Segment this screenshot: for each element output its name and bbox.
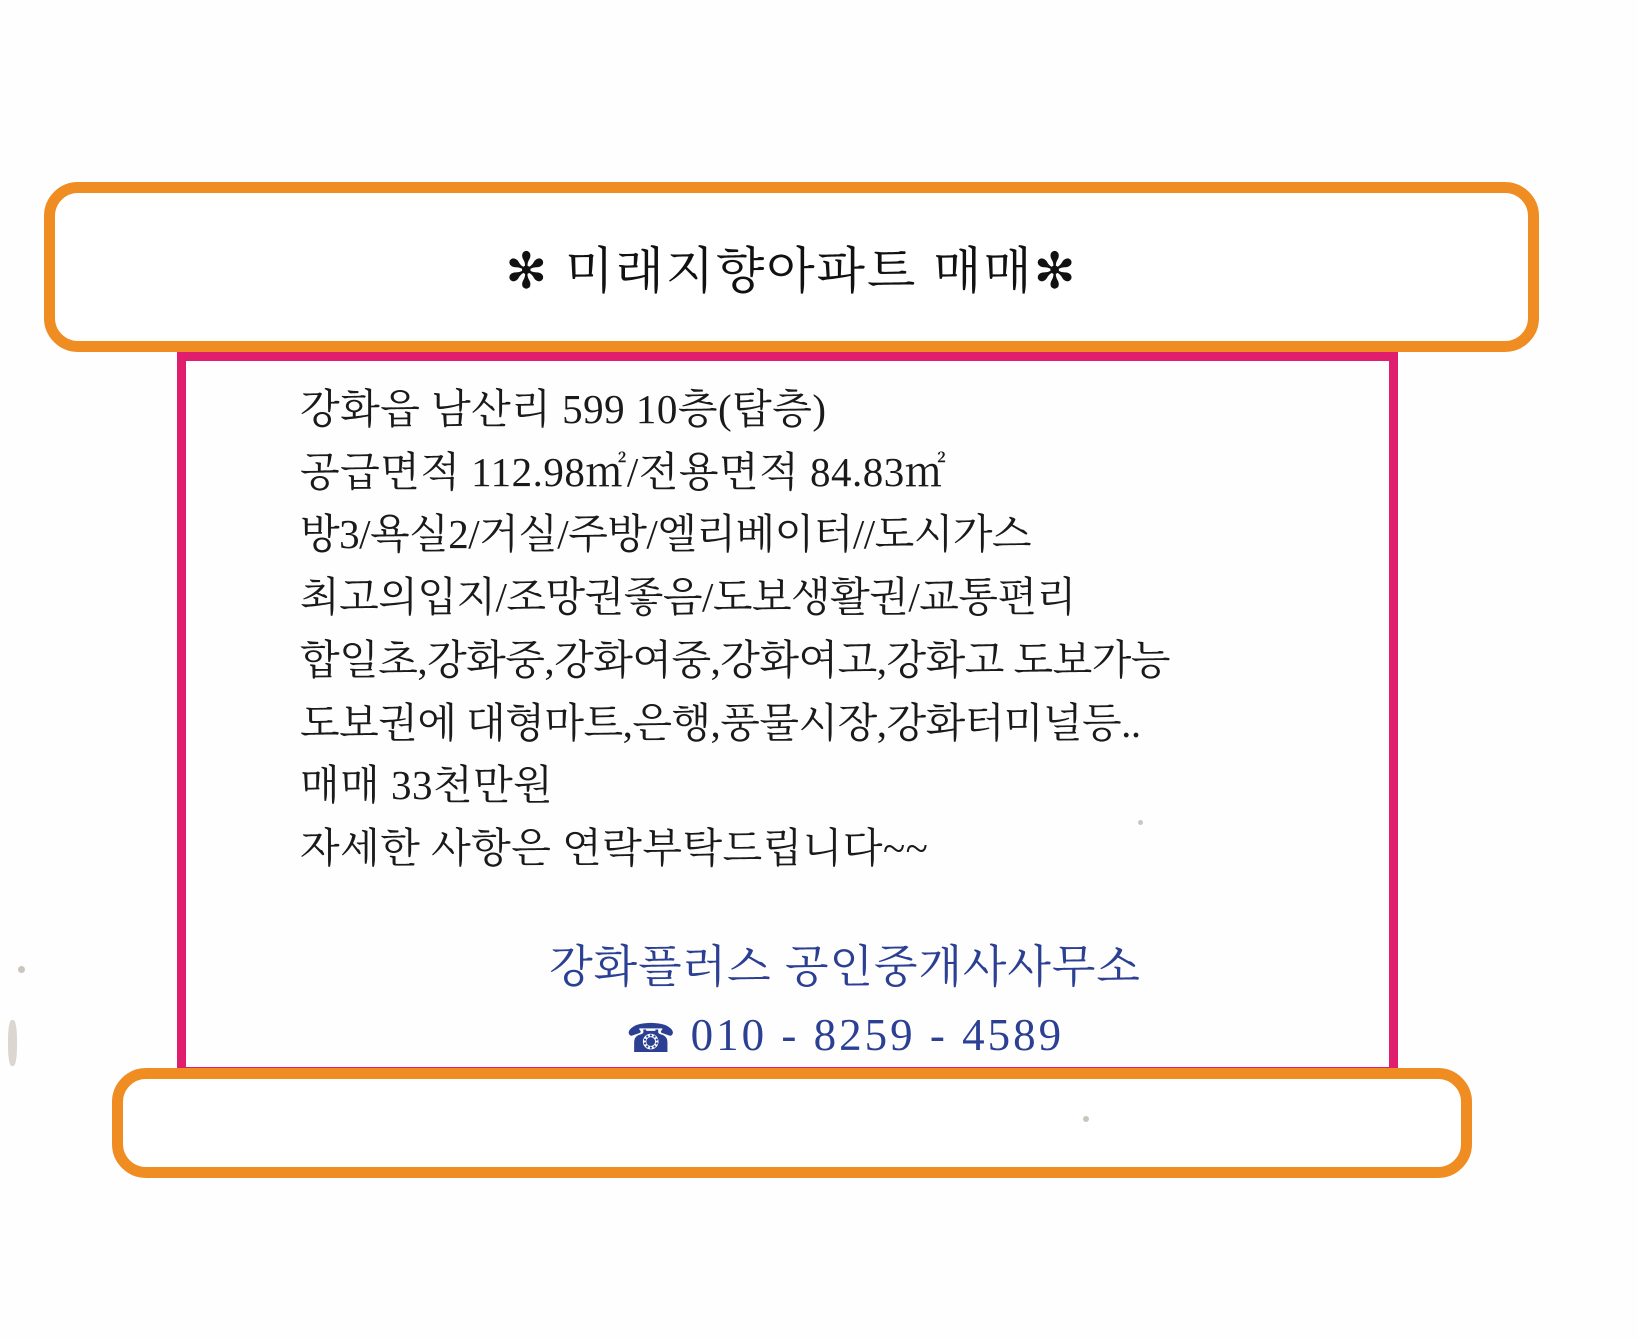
detail-line-amenities: 도보권에 대형마트,은행,풍물시장,강화터미널등.. xyxy=(300,699,1141,746)
agency-block xyxy=(300,930,1390,1062)
flyer-title: ✻ 미래지향아파트 매매✻ xyxy=(505,243,1078,299)
detail-line-rooms: 방3/욕실2/거실/주방/엘리베이터//도시가스 xyxy=(300,511,1032,558)
scan-artifact xyxy=(18,966,25,973)
property-details xyxy=(300,378,1390,880)
detail-line-location: 최고의입지/조망권좋음/도보생활권/교통편리 xyxy=(300,574,1076,621)
agency-phone[interactable] xyxy=(300,1009,1390,1062)
detail-line-price: 매매 33천만원 xyxy=(300,762,554,809)
agency-name: 강화플러스 공인중개사사무소 xyxy=(549,941,1141,992)
detail-line-area: 공급면적 112.98㎡/전용면적 84.83㎡ xyxy=(300,448,947,495)
telephone-icon: ☎ xyxy=(625,1016,679,1061)
detail-line-contact-note: 자세한 사항은 연락부탁드립니다~~ xyxy=(300,825,929,872)
scan-artifact xyxy=(1138,820,1143,825)
detail-line-address: 강화읍 남산리 599 10층(탑층) xyxy=(300,386,827,432)
scan-artifact xyxy=(8,1020,17,1066)
detail-line-schools: 합일초,강화중,강화여중,강화여고,강화고 도보가능 xyxy=(300,636,1170,683)
scan-artifact xyxy=(1083,1116,1089,1122)
phone-number: 010 - 8259 - 4589 xyxy=(690,1010,1065,1060)
footer-frame xyxy=(112,1068,1472,1178)
